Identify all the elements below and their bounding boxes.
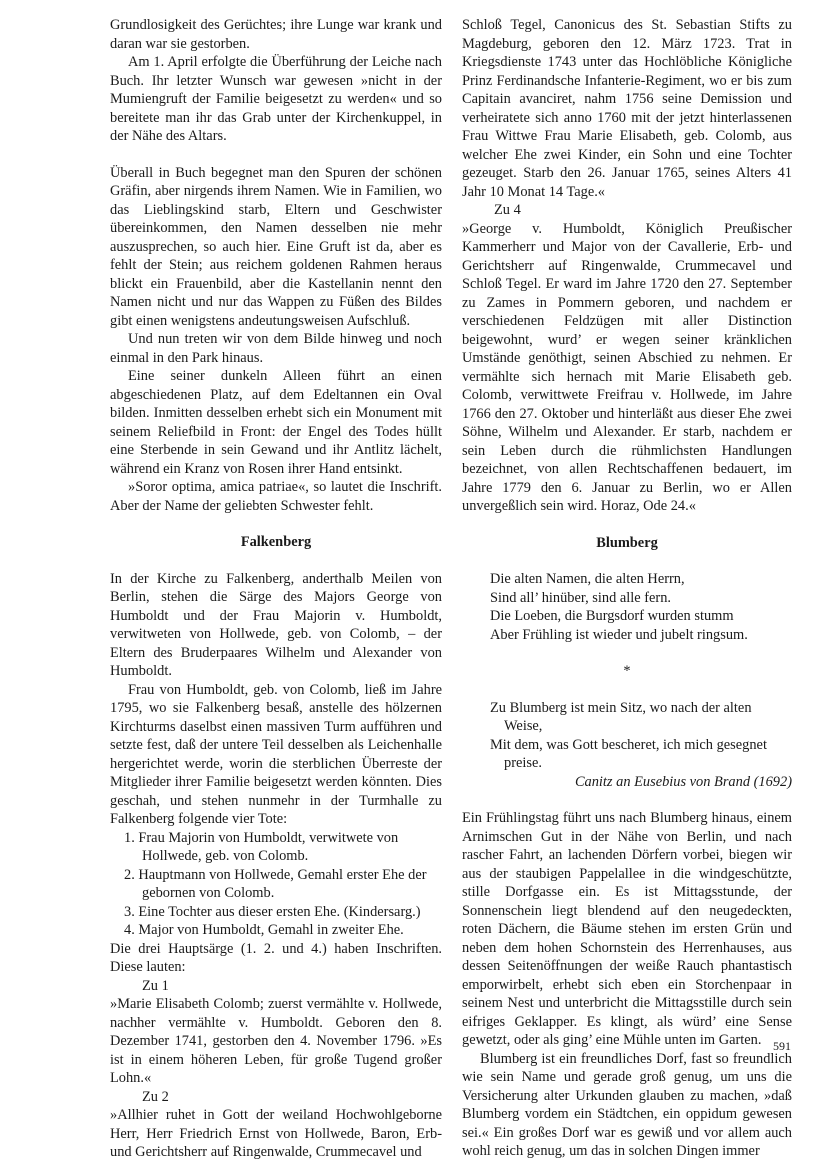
epigraph-attribution: Canitz an Eusebius von Brand (1692) — [574, 773, 792, 790]
epigraph — [462, 699, 792, 773]
list-item: 2. Hauptmann von Hollwede, Gemahl erster Ehe der gebornen von Colomb. — [124, 866, 427, 901]
paragraph: Und nun treten wir von dem Bilde hinweg und noch einmal in den Park hinaus. — [110, 331, 442, 366]
verse-line: Die alten Namen, die alten Herrn, — [490, 571, 685, 587]
verse-line: Zu Blumberg ist mein Sitz, wo nach der alten — [490, 699, 752, 716]
paragraph: Ein Frühlingstag führt uns nach Blumberg hinaus, einem Arnimschen Gut in der Nähe von Berlin, und nach rascher Fahrt, an lachenden Dörfern vorbei, biegen wir aus der staubigen Pappelallee in die windgeschützte, stille Dorfgasse ein. Es ist Mittagsstunde, der Sonnenschein liegt blendend auf den neugedeckten, roten Dächern, die Bäume stehen im ersten Grün und neben dem hohen Schornstein des Herrenhauses, aus dessen Seitenöffnungen der weiße Rauch phantastisch emporwirbelt, erhebt sich eben ein Storchenpaar in seinem Nest und unterbricht die Mittagsstille durch sein eifriges Geklapper. Es klingt, als würd’ eine Sense gewetzt, oder als ging’ eine Mühle unten im Garten. — [462, 810, 792, 1048]
verse-line: Aber Frühling ist wieder und jubelt ringsum. — [490, 626, 748, 643]
page-number: 591 — [773, 1039, 791, 1053]
inscription-label: Zu 2 — [142, 1088, 169, 1105]
verse-line: Sind all’ hinüber, sind alle fern. — [490, 589, 671, 606]
left-column — [110, 16, 442, 1162]
paragraph: In der Kirche zu Falkenberg, anderthalb Meilen von Berlin, stehen die Särge des Majors George von Humboldt und der Frau Majorin v. Humboldt, verwitweten von Hollwede, geb. von Colomb, – der Eltern des Bruderpaares Wilhelm und Alexander von Humboldt. — [110, 570, 442, 679]
paragraph: Frau von Humboldt, geb. von Colomb, ließ im Jahre 1795, wo sie Falkenberg besaß, anstelle des hölzernen Kirchturms daselbst einen massiven Turm aufführen und setzte fest, daß der untere Teil desselben als Leichenhalle hergerichtet werde, worin die sterblichen Überreste der Mitglieder ihrer Familie beigesetzt werden könnten. Dies geschah, und stehen nunmehr in der Turmhalle zu Falkenberg folgende vier Tote: — [110, 681, 442, 827]
paragraph: Eine seiner dunkeln Alleen führt an einen abgeschiedenen Platz, auf dem Edeltannen ein Oval bilden. Inmitten desselben erhebt sich ein Monument mit seinem Reliefbild in Front: der Engel des Todes hüllt eine Sterbende in sein Gewand und ihr Antlitz lächelt, während ein Kranz von Rosen ihrer Hand entsinkt. — [110, 368, 442, 477]
right-column — [462, 16, 792, 1161]
inscription-text: »George v. Humboldt, Königlich Preußischer Kammerherr und Major von der Cavallerie, Erb- und Gerichtsherr auf Ringenwalde, Crummecavel und Schloß Tegel. Er ward im Jahre 1720 den 27. September zu Zames in Pommern geboren, und nachdem er verschiedenen Feldzügen mit aller Distinction beigewohnt, wurd’ er wegen seiner kränklichen Umstände genöthigt, seinen Abschied zu nehmen. Er vermählte sich hernach mit Marie Elisabeth geb. Colomb, verwittwete Freifrau v. Hollwede, im Jahre 1766 den 27. Oktober und hinterläßt aus dieser Ehe zwei Söhne, Wilhelm und Alexander. Er starb, nachdem er sein Leben durch die rühmlichsten Handlungen bezeichnet, von allen Rechtschaffenen bedauert, im Jahre 1779 den 6. Januar zu Berlin, wo er Allen unvergeßlich sein wird. Horaz, Ode 24.« — [462, 220, 792, 514]
coffin-list — [110, 829, 442, 940]
paragraph: Überall in Buch begegnet man den Spuren der schönen Gräfin, aber nirgends ihrem Namen. Wie in Familien, wo das Lieblingskind starb, Eltern und Geschwister übereinkommen, den Namen desselben nie mehr auszusprechen, so auch hier. Eine Gruft ist da, aber es fehlt der Stein; aus reichem goldenen Rahmen heraus blickt ein Frauenbild, aber die Kastellanin nennt den Namen nicht und nur das Wappen zu Füßen des Bildes gibt einen wenigstens andeutungsweisen Aufschluß. — [110, 164, 442, 329]
verse-line: Die Loeben, die Burgsdorf wurden stumm — [490, 608, 734, 624]
section-heading-falkenberg: Falkenberg — [240, 534, 312, 550]
inscription-text: »Marie Elisabeth Colomb; zuerst vermählte v. Hollwede, nachher vermählte v. Humboldt. Geboren den 8. Dezember 1741, gestorben den 4. November 1796. »Es ist in einem höheren Leben, für große Tugend großer Lohn.« — [110, 996, 442, 1086]
paragraph: Die drei Hauptsärge (1. 2. und 4.) haben Inschriften. Diese lauten: — [110, 940, 442, 975]
paragraph: »Soror optima, amica patriae«, so lautet die Inschrift. Aber der Name der geliebten Schwester fehlt. — [110, 479, 442, 514]
verse-line: Weise, — [504, 718, 543, 734]
list-item: 4. Major von Humboldt, Gemahl in zweiter Ehe. — [124, 922, 404, 938]
paragraph: Grundlosigkeit des Gerüchtes; ihre Lunge war krank und daran war sie gestorben. — [110, 17, 442, 52]
poem — [462, 570, 792, 644]
inscription-label: Zu 1 — [142, 977, 169, 994]
verse-line: Mit dem, was Gott bescheret, ich mich gesegnet — [490, 736, 767, 753]
paragraph: Am 1. April erfolgte die Überführung der Leiche nach Buch. Ihr letzter Wunsch war gewesen »nicht in der Mumiengruft der Familie beigesetzt zu werden« und so bereitete man ihr das Grab unter der Kirchenkuppel, in der Nähe des Altars. — [110, 54, 442, 144]
separator-asterisk: * — [623, 663, 631, 679]
list-item: 3. Eine Tochter aus dieser ersten Ehe. (Kindersarg.) — [124, 903, 421, 920]
paragraph: Blumberg ist ein freundliches Dorf, fast so freundlich wie sein Name und gerade groß genug, um uns die Versicherung alter Urkunden glauben zu machen, »daß Blumberg vordem ein Städtchen, ein oppidum gewesen sei.« Ein großes Dorf war es gewiß und vor allem auch wohl reich genug, um das in solchen Dingen immer — [462, 1050, 792, 1159]
list-item: 1. Frau Majorin von Humboldt, verwitwete von Hollwede, geb. von Colomb. — [124, 829, 399, 864]
inscription-label: Zu 4 — [494, 202, 521, 218]
section-heading-blumberg: Blumberg — [596, 534, 658, 551]
verse-line: preise. — [504, 755, 542, 771]
inscription-text: Schloß Tegel, Canonicus des St. Sebastian Stifts zu Magdeburg, geboren den 12. März 1723. Trat in Kriegsdienste 1743 unter das Hochlöbliche Königliche Prinz Ferdinandsche Infanterie-Regiment, wo er bis zum Capitain avanciret, nahm 1756 seine Demission und verheiratete sich anno 1760 mit der jetzt hinterlassenen Frau Wittwe Frau Marie Elisabeth, geb. Colomb, aus welcher Ehe zwei Kinder, ein Sohn und eine Tochter gezeuget. Starb den 26. Januar 1765, seines Alters 41 Jahr 10 Monat 14 Tage.« — [462, 17, 792, 200]
inscription-text: »Allhier ruhet in Gott der weiland Hochwohlgeborne Herr, Herr Friedrich Ernst von Hollwede, Baron, Erb- und Gerichtsherr auf Ringenwalde, Crummecavel und — [110, 1107, 442, 1160]
